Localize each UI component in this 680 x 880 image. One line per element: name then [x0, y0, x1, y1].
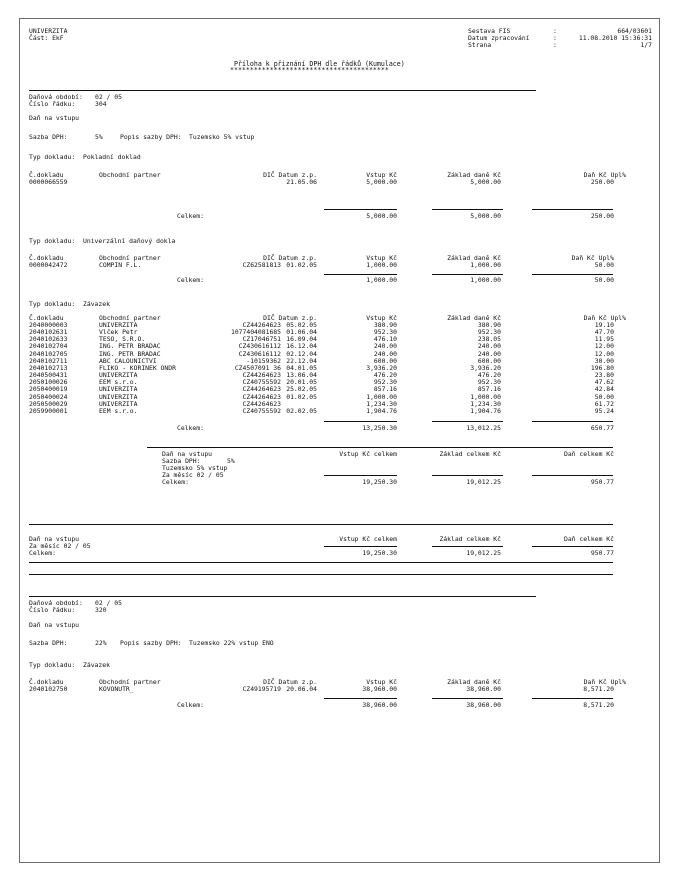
doc-number: 2040102631	[29, 328, 68, 337]
partner-name: EEM s.r.o.	[99, 406, 138, 415]
vstup-value: 476.20	[373, 371, 397, 380]
report-code: 664/03601	[617, 27, 652, 35]
dan-value: 12.00	[594, 349, 614, 358]
month-top-rule	[29, 524, 613, 525]
partner-dic: CZ430616112	[238, 349, 281, 358]
col-zaklad-header: Základ daně Kč	[447, 314, 501, 322]
vstup-value: 1,904.76	[366, 406, 397, 415]
doc-number: 2059900001	[29, 406, 68, 415]
date-label: Datum zpracování	[468, 34, 530, 42]
dan-value: 47.62	[594, 378, 614, 387]
summary-vstup-total: 19,250.30	[362, 478, 397, 486]
rate-desc-label: Popis sazby DPH:	[120, 639, 182, 647]
total-dan: 650.77	[590, 424, 614, 432]
col-zaklad-header: Základ daně Kč	[447, 254, 501, 262]
partner-name: COMPIN F.L.	[99, 261, 142, 269]
partner-dic: CZ40755592	[242, 378, 281, 387]
vstup-value: 476.10	[373, 335, 397, 344]
vstup-value: 1,234.30	[366, 399, 397, 408]
tax-date: 20.06.04	[286, 685, 317, 693]
total-label: Celkem:	[177, 424, 204, 432]
partner-dic: 1077404081685	[230, 328, 281, 337]
partner-name: FLIKO - KORINEK ONDR	[99, 363, 176, 372]
doc-type-label: Typ dokladu:	[29, 300, 76, 308]
doc-number: 2040102750	[29, 685, 68, 693]
rate-desc-value: Tuzemsko 5% vstup	[189, 133, 255, 141]
month-dan-total: 950.77	[590, 549, 614, 557]
period-label: Daňová období:	[29, 599, 83, 607]
total-zaklad: 13,012.25	[466, 424, 501, 432]
dan-value: 250.00	[590, 178, 614, 186]
partner-dic: CZ44264623	[242, 371, 281, 380]
zaklad-value: 952.30	[477, 378, 501, 387]
doc-type-label: Typ dokladu:	[29, 153, 76, 161]
page-label: Strana	[468, 41, 492, 49]
tax-date: 13.06.04	[286, 371, 317, 380]
rate-label: Sazba DPH:	[29, 639, 68, 647]
doc-type-value: Závazek	[83, 300, 110, 308]
org-part: Část: EkF	[29, 34, 64, 42]
row-number-label: Číslo řádku:	[29, 606, 76, 614]
zaklad-value: 1,000.00	[470, 261, 501, 269]
month-zaklad-total: 19,012.25	[466, 549, 501, 557]
total-label: Celkem:	[177, 701, 204, 709]
vstup-value: 857.16	[373, 385, 397, 394]
dan-value: 19.10	[594, 321, 614, 329]
vstup-value: 1,000.00	[366, 392, 397, 401]
dan-value: 8,571.20	[583, 685, 614, 693]
col-zaklad-header: Základ daně Kč	[447, 678, 501, 686]
doc-number: 2050400024	[29, 392, 68, 401]
tax-date: 01.02.05	[286, 392, 317, 401]
total-rule	[532, 421, 613, 422]
zaklad-value: 38,960.00	[466, 685, 501, 693]
row-number-label: Číslo řádku:	[29, 100, 76, 108]
col-vstup-header: Vstup Kč	[366, 314, 397, 322]
vstup-value: 600.00	[373, 356, 397, 365]
zaklad-value: 238.05	[477, 335, 501, 344]
summary-dan-header: Daň celkem Kč	[563, 450, 614, 458]
col-doc-header: Č.dokladu	[29, 678, 64, 686]
rate-desc-value: Tuzemsko 22% vstup ENO	[189, 639, 274, 647]
vstup-value: 3,936.20	[366, 363, 397, 372]
partner-name: UNIVERZITA	[99, 321, 138, 329]
tax-date: 01.02.05	[286, 261, 317, 269]
month-dan-header: Daň celkem Kč	[563, 535, 614, 543]
total-rule	[432, 698, 503, 699]
row-number-value: 304	[95, 100, 107, 108]
col-dan-header: Daň Kč Upl%	[583, 171, 626, 179]
total-rule	[532, 546, 613, 547]
col-dic-date-header: DIČ Datum z.p.	[263, 314, 317, 322]
zaklad-value: 3,936.20	[470, 363, 501, 372]
partner-dic: CZ44264623	[242, 321, 281, 329]
col-zaklad-header: Základ daně Kč	[447, 171, 501, 179]
total-rule	[324, 546, 397, 547]
doc-type-value: Závazek	[83, 661, 110, 669]
doc-number: 0000066559	[29, 178, 68, 186]
dan-value: 50.00	[594, 392, 614, 401]
zaklad-value: 600.00	[477, 356, 501, 365]
col-partner-header: Obchodní partner	[99, 314, 161, 322]
col-dic-date-header: DIČ Datum z.p.	[263, 254, 317, 262]
tax-input-label: Daň na vstupu	[29, 114, 80, 122]
total-rule	[532, 274, 613, 275]
summary-zaklad-header: Základ celkem Kč	[439, 450, 501, 458]
total-zaklad: 5,000.00	[470, 212, 501, 220]
rate-label: Sazba DPH:	[29, 133, 68, 141]
divider	[29, 596, 536, 597]
doc-number: 0000042472	[29, 261, 68, 269]
partner-dic: CZ430616112	[238, 342, 281, 351]
rate-value: 5%	[95, 133, 103, 141]
zaklad-value: 240.00	[477, 349, 501, 358]
partner-dic: CZ17046751	[242, 335, 281, 344]
dan-value: 30.00	[594, 356, 614, 365]
total-vstup: 38,960.00	[362, 701, 397, 709]
period-label: Daňová období:	[29, 93, 83, 101]
zaklad-value: 5,000.00	[470, 178, 501, 186]
doc-number: 2040102713	[29, 363, 68, 372]
dan-value: 12.00	[594, 342, 614, 351]
partner-name: KOVONUTR_	[99, 685, 134, 693]
col-partner-header: Obchodní partner	[99, 254, 161, 262]
partner-dic: -10159362	[246, 356, 281, 365]
partner-dic: CZ44264623	[242, 385, 281, 394]
partner-dic: CZ62581813	[242, 261, 281, 269]
month-vstup-total: 19,250.30	[362, 549, 397, 557]
doc-number: 2040102704	[29, 342, 68, 351]
double-rule	[29, 562, 613, 563]
summary-top-rule	[147, 447, 613, 448]
tax-date: 02.12.04	[286, 349, 317, 358]
col-doc-header: Č.dokladu	[29, 171, 64, 179]
tax-date: 22.12.04	[286, 356, 317, 365]
total-rule	[432, 546, 503, 547]
partner-name: ING. PETR BRADAC	[99, 349, 161, 358]
dan-value: 11.95	[594, 335, 614, 344]
divider	[29, 90, 536, 91]
month-summary-total-label: Celkem:	[29, 549, 56, 557]
total-rule	[532, 698, 613, 699]
report-sep: :	[553, 27, 557, 35]
col-dic-date-header: DIČ Datum z.p.	[263, 678, 317, 686]
doc-type-value: Pokladní doklad	[83, 153, 141, 161]
col-partner-header: Obchodní partner	[99, 678, 161, 686]
doc-number: 2040102711	[29, 356, 68, 365]
col-dan-header: Daň Kč Upl%	[583, 314, 626, 322]
total-rule	[432, 475, 503, 476]
dan-value: 95.24	[594, 406, 614, 415]
total-dan: 50.00	[594, 276, 614, 284]
report-label: Sestava FIS	[468, 27, 511, 35]
partner-name: UNIVERZITA	[99, 399, 138, 408]
vstup-value: 240.00	[373, 349, 397, 358]
doc-number: 2040102705	[29, 349, 68, 358]
col-dan-header: Daň Kč Upl%	[571, 254, 614, 262]
month-summary-month: Za měsíc 02 / 05	[29, 542, 91, 550]
dan-value: 23.80	[594, 371, 614, 380]
zaklad-value: 240.00	[477, 342, 501, 351]
total-rule	[432, 421, 503, 422]
doc-number: 2050100026	[29, 378, 68, 387]
page-number: 1/7	[640, 41, 652, 49]
tax-date: 04.01.05	[286, 363, 317, 372]
vstup-value: 5,000.00	[366, 178, 397, 186]
report-title: Příloha k přiznání DPH dle řádků (Kumulace)	[234, 60, 405, 68]
doc-type-label: Typ dokladu:	[29, 661, 76, 669]
rate-value: 22%	[95, 639, 107, 647]
org-name: UNIVERZITA	[29, 27, 68, 35]
partner-dic: CZ44264623	[242, 399, 281, 408]
total-vstup: 1,000.00	[366, 276, 397, 284]
total-rule	[432, 209, 503, 210]
partner-name: UNIVERZITA	[99, 371, 138, 380]
total-rule	[432, 274, 503, 275]
partner-dic: CZ4507091 36	[234, 363, 281, 372]
vstup-value: 38,960.00	[362, 685, 397, 693]
summary-rate-value: 5%	[227, 457, 235, 465]
col-doc-header: Č.dokladu	[29, 254, 64, 262]
total-zaklad: 38,960.00	[466, 701, 501, 709]
row-number-value: 320	[95, 606, 107, 614]
partner-name: ING. PETR BRADAC	[99, 342, 161, 351]
tax-input-label: Daň na vstupu	[29, 621, 80, 629]
processing-date: 11.08.2010 15:36:31	[578, 34, 652, 42]
partner-name: TESO, S.R.O.	[99, 335, 146, 344]
total-rule	[324, 274, 397, 275]
tax-date: 20.01.05	[286, 378, 317, 387]
doc-number: 2040500431	[29, 371, 68, 380]
dan-value: 61.72	[594, 399, 614, 408]
tax-date: 21.05.06	[286, 178, 317, 186]
tax-date: 01.06.04	[286, 328, 317, 337]
total-label: Celkem:	[177, 212, 204, 220]
doc-number: 2050400019	[29, 385, 68, 394]
doc-type-value: Univerzální daňový dokla	[83, 237, 176, 245]
zaklad-value: 1,234.30	[470, 399, 501, 408]
total-rule	[532, 475, 613, 476]
doc-type-label: Typ dokladu:	[29, 237, 76, 245]
vstup-value: 952.30	[373, 378, 397, 387]
tax-date: 05.02.05	[286, 321, 317, 329]
month-zaklad-header: Základ celkem Kč	[439, 535, 501, 543]
zaklad-value: 1,904.76	[470, 406, 501, 415]
period-value: 02 / 05	[95, 599, 122, 607]
vstup-value: 952.30	[373, 328, 397, 337]
doc-number: 2040102633	[29, 335, 68, 344]
col-vstup-header: Vstup Kč	[366, 254, 397, 262]
vstup-value: 240.00	[373, 342, 397, 351]
zaklad-value: 476.20	[477, 371, 501, 380]
col-vstup-header: Vstup Kč	[366, 678, 397, 686]
zaklad-value: 857.16	[477, 385, 501, 394]
zaklad-value: 1,000.00	[470, 392, 501, 401]
month-summary-title: Daň na vstupu	[29, 535, 80, 543]
summary-rate-desc: Tuzemsko 5% vstup	[162, 464, 228, 472]
col-partner-header: Obchodní partner	[99, 171, 161, 179]
tax-date: 25.02.05	[286, 385, 317, 394]
total-rule	[324, 475, 397, 476]
partner-name: UNIVERZITA	[99, 392, 138, 401]
summary-total-label: Celkem:	[162, 478, 189, 486]
total-rule	[324, 421, 397, 422]
col-vstup-header: Vstup Kč	[366, 171, 397, 179]
report-sheet	[19, 18, 660, 863]
total-rule	[324, 698, 397, 699]
vstup-value: 380.90	[373, 321, 397, 329]
partner-dic: CZ49195719	[242, 685, 281, 693]
summary-rate-label: Sazba DPH:	[162, 457, 201, 465]
double-rule	[29, 574, 613, 575]
total-dan: 8,571.20	[583, 701, 614, 709]
month-vstup-header: Vstup Kč celkem	[339, 535, 397, 543]
partner-dic: CZ44264623	[242, 392, 281, 401]
tax-date: 16.12.04	[286, 342, 317, 351]
partner-name: ABC CALOUNICTVI	[99, 356, 157, 365]
total-label: Celkem:	[177, 276, 204, 284]
dan-value: 42.84	[594, 385, 614, 394]
col-doc-header: Č.dokladu	[29, 314, 64, 322]
tax-date: 16.09.04	[286, 335, 317, 344]
partner-name: Vlček Petr	[99, 328, 138, 337]
doc-number: 2050500029	[29, 399, 68, 408]
total-zaklad: 1,000.00	[470, 276, 501, 284]
partner-dic: CZ40755592	[242, 406, 281, 415]
zaklad-value: 380.90	[477, 321, 501, 329]
total-dan: 250.00	[590, 212, 614, 220]
page-sep: :	[553, 41, 557, 49]
summary-vstup-header: Vstup Kč celkem	[339, 450, 397, 458]
dan-value: 196.80	[590, 363, 614, 372]
vstup-value: 1,000.00	[366, 261, 397, 269]
total-vstup: 5,000.00	[366, 212, 397, 220]
partner-name: EEM s.r.o.	[99, 378, 138, 387]
dan-value: 47.70	[594, 328, 614, 337]
period-value: 02 / 05	[95, 93, 122, 101]
date-sep: :	[553, 34, 557, 42]
summary-zaklad-total: 19,012.25	[466, 478, 501, 486]
zaklad-value: 952.30	[477, 328, 501, 337]
total-vstup: 13,250.30	[362, 424, 397, 432]
summary-month: Za měsíc 02 / 05	[162, 471, 224, 479]
total-rule	[532, 209, 613, 210]
doc-number: 2040000003	[29, 321, 68, 329]
col-dan-header: Daň Kč Upl%	[583, 678, 626, 686]
partner-name: UNIVERZITA	[99, 385, 138, 394]
col-dic-date-header: DIČ Datum z.p.	[263, 171, 317, 179]
title-underline: ****************************************	[230, 66, 389, 74]
total-rule	[324, 209, 397, 210]
summary-title: Daň na vstupu	[162, 450, 213, 458]
dan-value: 50.00	[594, 261, 614, 269]
tax-date: 02.02.05	[286, 406, 317, 415]
rate-desc-label: Popis sazby DPH:	[120, 133, 182, 141]
summary-dan-total: 950.77	[590, 478, 614, 486]
